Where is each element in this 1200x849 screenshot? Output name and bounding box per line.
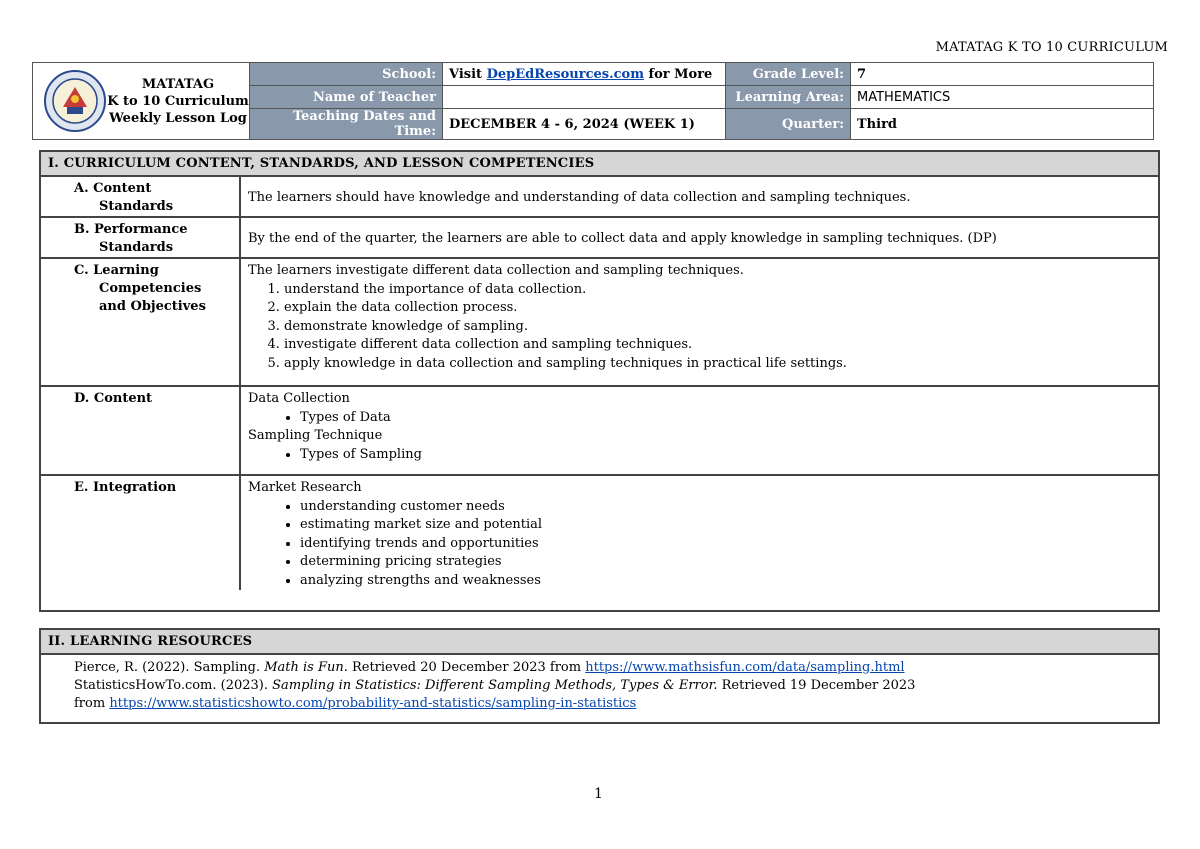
content-label: D. Content bbox=[41, 387, 241, 474]
curriculum-section bbox=[39, 150, 1160, 612]
objective-item: 2. explain the data collection process. bbox=[284, 299, 1158, 318]
teacher-label: Name of Teacher bbox=[250, 86, 443, 109]
integration-item: • determining pricing strategies bbox=[300, 553, 1158, 572]
learning-area-value: MATHEMATICS bbox=[851, 86, 1154, 109]
deped-resources-link[interactable]: DepEdResources.com bbox=[486, 66, 644, 82]
integration-item: • estimating market size and potential bbox=[300, 516, 1158, 535]
reference-1: Pierce, R. (2022). Sampling. Math is Fun. Retrieved 20 December 2023 from https://www.mathsisfun.com/data/sampling.html bbox=[74, 660, 905, 675]
content-standards-label: A. Content Standards bbox=[41, 177, 241, 216]
performance-standards-row bbox=[41, 218, 1158, 259]
quarter-value: Third bbox=[851, 109, 1154, 140]
integration-list bbox=[248, 498, 1158, 591]
curriculum-header: MATATAG K TO 10 CURRICULUM bbox=[935, 40, 1168, 55]
competencies-row bbox=[41, 259, 1158, 387]
lesson-log-header bbox=[32, 62, 1154, 140]
reference-2: StatisticsHowTo.com. (2023). Sampling in Statistics: Different Sampling Methods, Types & Error. Retrieved 19 December 2023 bbox=[74, 678, 916, 693]
grade-level-label: Grade Level: bbox=[726, 63, 851, 86]
integration-label: E. Integration bbox=[41, 476, 241, 590]
school-label: School: bbox=[250, 63, 443, 86]
performance-standards-text: By the end of the quarter, the learners are able to collect data and apply knowledge in sampling techniques. (DP) bbox=[248, 230, 997, 246]
competencies-text bbox=[241, 259, 1158, 385]
learning-resources-section bbox=[39, 628, 1160, 724]
school-value: Visit DepEdResources.com for More bbox=[443, 63, 726, 86]
dates-label: Teaching Dates and Time: bbox=[250, 109, 443, 140]
competencies-label: C. Learning Competencies and Objectives bbox=[41, 259, 241, 385]
integration-heading: Market Research bbox=[248, 480, 362, 495]
content-heading-2: Sampling Technique bbox=[248, 428, 383, 443]
objective-item: 3. demonstrate knowledge of sampling. bbox=[284, 318, 1158, 337]
competencies-intro: The learners investigate different data collection and sampling techniques. bbox=[248, 263, 744, 278]
integration-item: • identifying trends and opportunities bbox=[300, 535, 1158, 554]
objective-item: 1. understand the importance of data collection. bbox=[284, 281, 1158, 300]
logo-cell bbox=[33, 63, 250, 140]
mathsisfun-link[interactable]: https://www.mathsisfun.com/data/sampling.html bbox=[585, 660, 905, 675]
deped-seal-icon bbox=[43, 69, 107, 133]
integration-row bbox=[41, 476, 1158, 590]
dates-value: DECEMBER 4 - 6, 2024 (WEEK 1) bbox=[443, 109, 726, 140]
page-number: 1 bbox=[594, 786, 603, 802]
reference-2-cont: from https://www.statisticshowto.com/probability-and-statistics/sampling-in-statistics bbox=[74, 696, 637, 711]
references bbox=[41, 655, 1158, 713]
teacher-value bbox=[443, 86, 726, 109]
integration-item: • understanding customer needs bbox=[300, 498, 1158, 517]
content-heading-1: Data Collection bbox=[248, 391, 350, 406]
section-1-title: I. CURRICULUM CONTENT, STANDARDS, AND LESSON COMPETENCIES bbox=[41, 152, 1158, 177]
objectives-list bbox=[248, 281, 1158, 374]
content-row bbox=[41, 387, 1158, 476]
content-standards-row bbox=[41, 177, 1158, 218]
statisticshowto-link[interactable]: https://www.statisticshowto.com/probability-and-statistics/sampling-in-statistics bbox=[109, 696, 637, 711]
objective-item: 4. investigate different data collection and sampling techniques. bbox=[284, 336, 1158, 355]
section-2-title: II. LEARNING RESOURCES bbox=[41, 630, 1158, 655]
content-standards-text: The learners should have knowledge and understanding of data collection and sampling techniques. bbox=[248, 189, 911, 205]
performance-standards-label: B. Performance Standards bbox=[41, 218, 241, 257]
quarter-label: Quarter: bbox=[726, 109, 851, 140]
grade-level-value: 7 bbox=[851, 63, 1154, 86]
org-line-1: MATATAG bbox=[141, 76, 215, 92]
org-line-2: K to 10 Curriculum bbox=[107, 93, 249, 109]
org-line-3: Weekly Lesson Log bbox=[109, 110, 247, 126]
objective-item: 5. apply knowledge in data collection and sampling techniques in practical life settings. bbox=[284, 355, 1158, 374]
learning-area-label: Learning Area: bbox=[726, 86, 851, 109]
integration-item: • analyzing strengths and weaknesses bbox=[300, 572, 1158, 591]
content-text bbox=[241, 387, 1158, 474]
content-item-2: • Types of Sampling bbox=[300, 446, 1158, 465]
content-item-1: • Types of Data bbox=[300, 409, 1158, 428]
integration-text bbox=[241, 476, 1158, 590]
